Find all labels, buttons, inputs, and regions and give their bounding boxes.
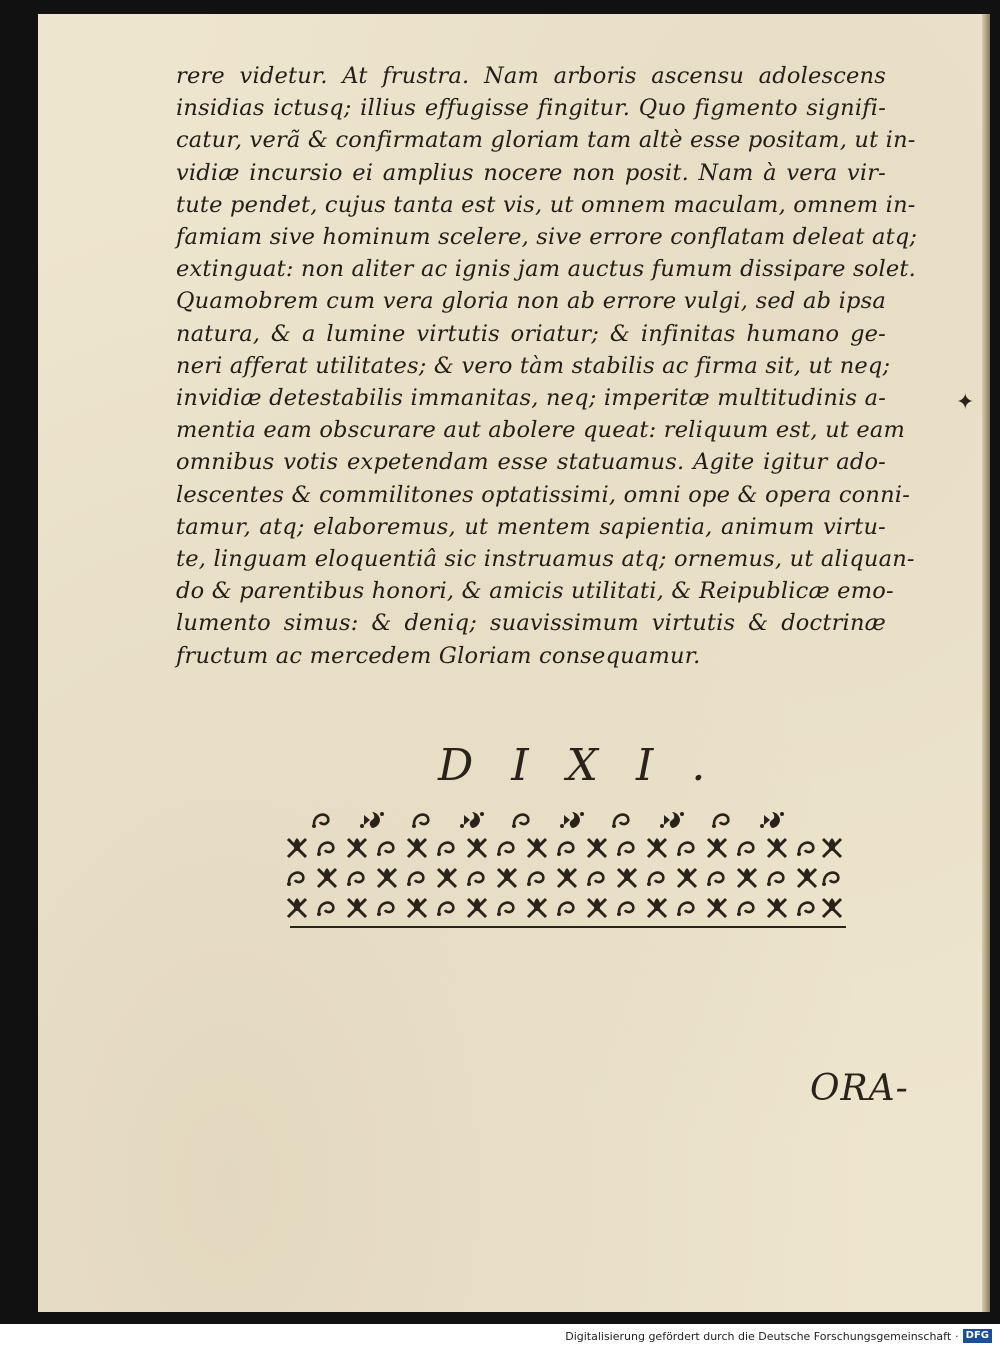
text-line: famiam sive hominum scelere, sive errore conflatam deleat atq;: [176, 224, 918, 251]
ornament-rule: [290, 926, 846, 928]
text-line: tute pendet, cujus tanta est vis, ut omnem maculam, omnem in-: [176, 191, 916, 218]
text-line: tamur, atq; elaboremus, ut mentem sapientia, animum virtu-: [176, 513, 886, 540]
text-line: natura, & a lumine virtutis oriatur; & infinitas humano ge-: [176, 320, 886, 347]
ink-blot: ✦: [956, 390, 975, 415]
text-line: rere videtur. At frustra. Nam arboris ascensu adolescens: [176, 63, 886, 89]
text-line: invidiæ detestabilis immanitas, neq; imperitæ multitudinis a-: [176, 385, 887, 412]
dfg-logo-icon: DFG: [963, 1329, 992, 1343]
text-line: do & parentibus honori, & amicis utilitati, & Reipublicæ emo-: [176, 578, 894, 605]
text-line: lumento simus: & deniq; suavissimum virtutis & doctrinæ: [176, 610, 886, 637]
catchword: ORA-: [810, 1068, 909, 1109]
text-line: fructum ac mercedem Gloriam consequamur.: [176, 642, 701, 669]
text-line: neri afferat utilitates; & vero tàm stabilis ac firma sit, ut neq;: [176, 352, 891, 379]
printers-ornament: [282, 806, 844, 928]
text-line: extinguat: non aliter ac ignis jam auctus fumum dissipare solet.: [176, 256, 916, 283]
text-line: vidiæ incursio ei amplius nocere non posit. Nam à vera vir-: [176, 159, 886, 186]
footer-credit: Digitalisierung gefördert durch die Deutsche Forschungsgemeinschaft · DFG: [565, 1328, 992, 1344]
footer-credit-text: Digitalisierung gefördert durch die Deutsche Forschungsgemeinschaft: [565, 1329, 952, 1343]
closing-word: DIXI.: [438, 740, 744, 791]
ornament-top-row: [312, 812, 784, 828]
text-line: Quamobrem cum vera gloria non ab errore vulgi, sed ab ipsa: [176, 288, 886, 315]
ornament-row-3: [287, 868, 838, 887]
text-line: lescentes & commilitones optatissimi, omni ope & opera conni-: [176, 481, 911, 508]
text-line: insidias ictusq; illius effugisse fingitur. Quo figmento signifi-: [176, 95, 886, 122]
text-line: te, linguam eloquentiâ sic instruamus atq; ornemus, ut aliquan-: [176, 546, 915, 573]
ornament-row-4: [288, 898, 841, 917]
ornament-row-2: [288, 838, 841, 857]
page-edge: [982, 14, 990, 1312]
text-line: mentia eam obscurare aut abolere queat: reliquum est, ut eam: [176, 417, 906, 444]
body-text: [176, 60, 936, 672]
text-line: catur, verã & confirmatam gloriam tam altè esse positam, ut in-: [176, 127, 916, 154]
text-line: omnibus votis expetendam esse statuamus. Agite igitur ado-: [176, 449, 886, 476]
